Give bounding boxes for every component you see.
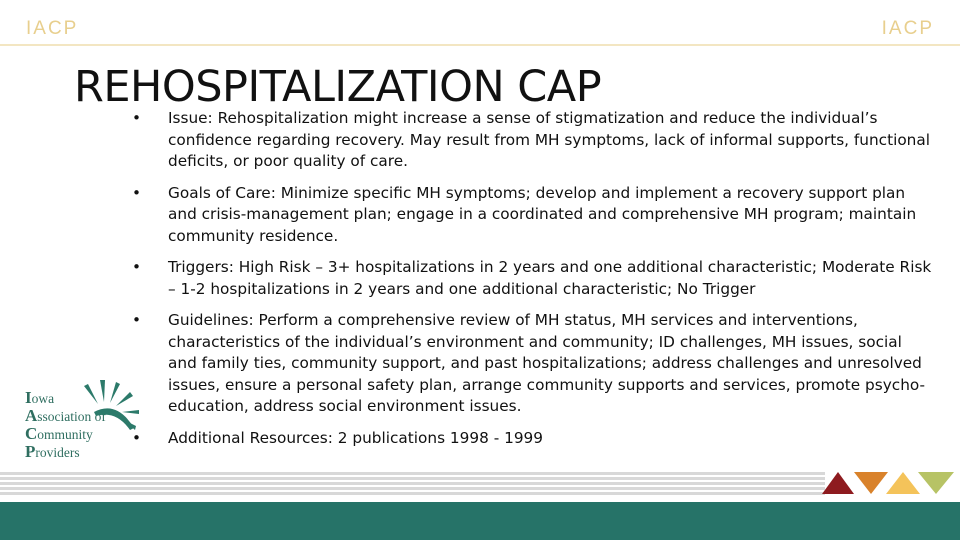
brand-left: IACP: [26, 18, 79, 39]
bullet-text: Triggers: High Risk – 3+ hospitalizations in 2 years and one additional characteristic; Moderate Risk – 1-2 hospitalizations in 2 years and one additional characteristic; No Trigger: [168, 258, 932, 298]
bullet-text: Additional Resources: 2 publications 1998 - 1999: [168, 428, 544, 447]
bullet-triggers: [132, 257, 932, 300]
iacp-logo: Iowa Association of Community Providers: [22, 378, 142, 468]
bullet-text: Issue: Rehospitalization might increase a sense of stigmatization and reduce the individual’s confidence regarding recovery. May result from MH symptoms, lack of informal supports, functional deficits, or poor quality of care.: [168, 109, 931, 170]
brand-right: IACP: [881, 18, 934, 39]
bullet-icon: •: [132, 428, 142, 447]
bullet-guidelines: [132, 310, 932, 418]
triangle-decoration-icon: [822, 470, 954, 494]
bullet-icon: •: [132, 311, 142, 329]
bullet-icon: •: [132, 258, 142, 276]
bullet-issue: [132, 108, 932, 173]
bullet-icon: •: [132, 183, 142, 202]
header-divider: [0, 44, 960, 46]
bullet-icon: •: [132, 109, 142, 127]
footer-stripes: [0, 472, 825, 496]
slide-title: REHOSPITALIZATION CAP: [74, 62, 602, 112]
bullet-text: Guidelines: Perform a comprehensive review of MH status, MH services and interventions, characteristics of the individual’s environment and community; ID challenges, MH issues, social and family ties, community support, and past hospitalizations; address challenges and unresolved issues, ensure a personal safety plan, arrange community supports and services, promote psycho-education, address social environment issues.: [168, 311, 926, 415]
bullet-goals: [132, 183, 932, 248]
bullet-list: [132, 108, 932, 459]
sun-rays-icon: [72, 378, 142, 438]
footer-band: [0, 502, 960, 540]
bullet-text: Goals of Care: Minimize specific MH symptoms; develop and implement a recovery support plan and crisis-management plan; engage in a coordinated and comprehensive MH program; maintain community residence.: [168, 183, 917, 245]
bullet-resources: [132, 428, 932, 450]
